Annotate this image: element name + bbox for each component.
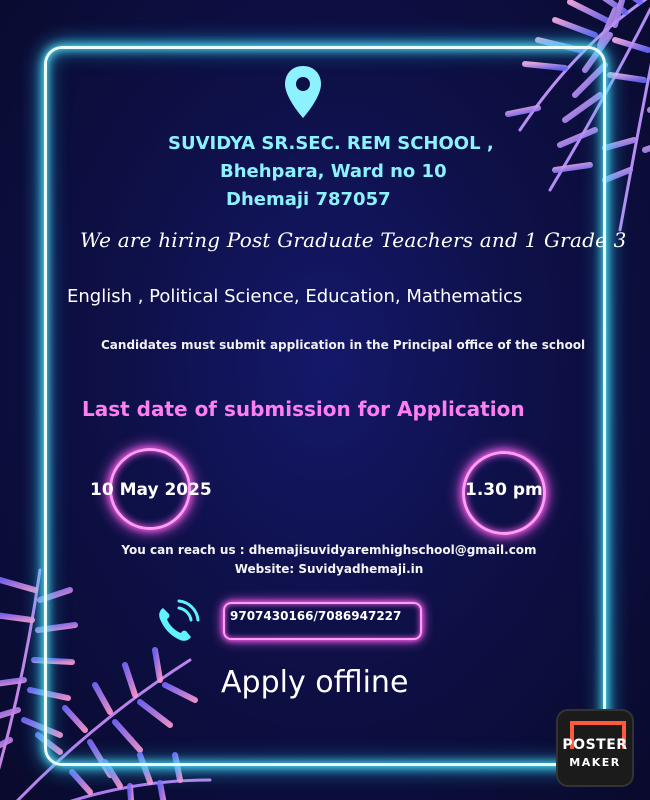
apply-offline-text: Apply offline <box>221 665 409 700</box>
location-pin-icon <box>283 64 323 120</box>
last-date-heading: Last date of submission for Application <box>82 397 525 421</box>
deadline-time: 1.30 pm <box>465 480 543 500</box>
subjects-list: English , Political Science, Education, Mathematics <box>67 286 523 307</box>
logo-text-maker: MAKER <box>569 756 621 769</box>
contact-website: Website: Suvidyadhemaji.in <box>234 562 424 576</box>
logo-text-poster: POSTER <box>562 737 628 753</box>
phone-icon <box>151 598 201 648</box>
deadline-date: 10 May 2025 <box>90 480 212 500</box>
hiring-announcement: We are hiring Post Graduate Teachers and 1 Grade 3 <box>80 228 627 252</box>
submission-note: Candidates must submit application in the Principal office of the school <box>101 338 586 352</box>
poster-maker-logo <box>558 711 632 785</box>
address-city: Dhemaji 787057 <box>226 189 391 210</box>
contact-email: You can reach us : dhemajisuvidyaremhighschool@gmail.com <box>121 543 537 557</box>
school-name: SUVIDYA SR.SEC. REM SCHOOL , <box>168 133 494 154</box>
address-line: Bhehpara, Ward no 10 <box>220 161 447 182</box>
contact-phone: 9707430166/7086947227 <box>230 609 402 623</box>
